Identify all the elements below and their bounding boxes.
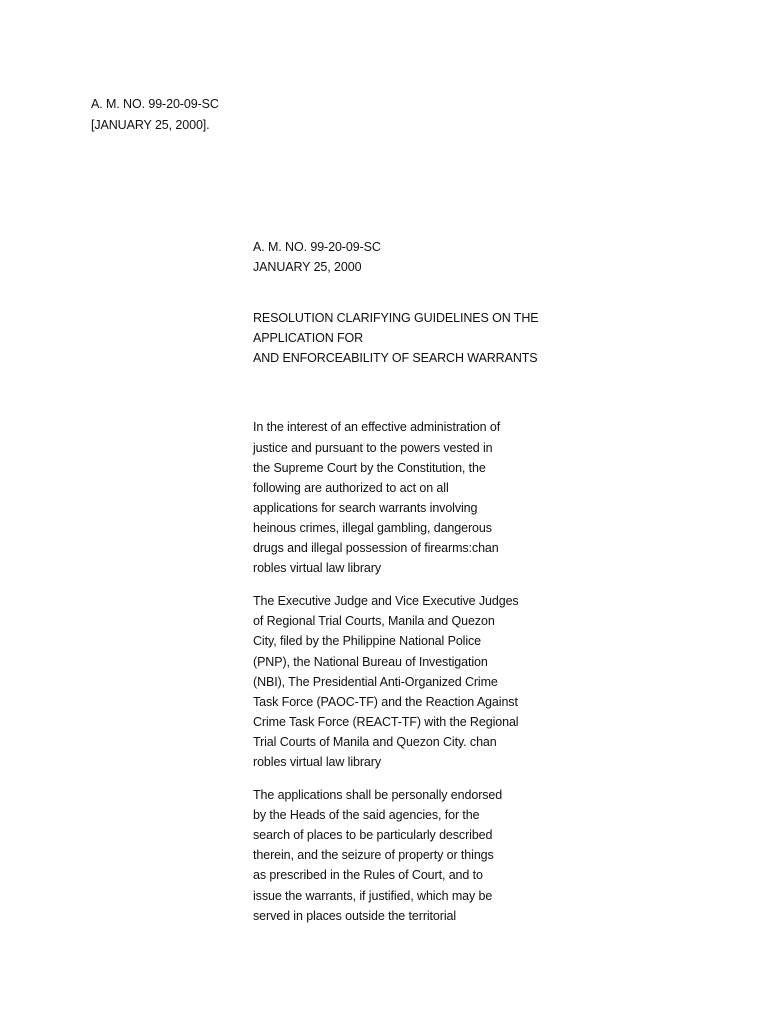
paragraph-line: issue the warrants, if justified, which may be — [253, 888, 493, 903]
paragraph-line: Task Force (PAOC-TF) and the Reaction Against — [253, 694, 518, 709]
paragraph-3 — [253, 785, 543, 926]
paragraph-line: Crime Task Force (REACT-TF) with the Regional — [253, 714, 519, 729]
paragraph-line: In the interest of an effective administration of — [253, 420, 501, 435]
paragraph-line: search of places to be particularly described — [253, 828, 493, 843]
resolution-title — [253, 308, 543, 368]
document-header — [91, 94, 219, 136]
paragraph-line: The applications shall be personally endorsed — [253, 788, 503, 803]
paragraph-line: following are authorized to act on all — [253, 480, 449, 495]
paragraph-line: heinous crimes, illegal gambling, dangerous — [253, 520, 492, 535]
title-line: RESOLUTION CLARIFYING GUIDELINES ON THE — [253, 311, 539, 326]
document-body — [253, 237, 543, 926]
paragraph-line: therein, and the seizure of property or things — [253, 848, 494, 863]
body-case-number: A. M. NO. 99-20-09-SC — [253, 240, 381, 254]
paragraph-line: justice and pursuant to the powers vested in — [253, 440, 493, 455]
body-date: JANUARY 25, 2000 — [253, 260, 362, 275]
paragraph-line: City, filed by the Philippine National Police — [253, 634, 482, 649]
paragraph-line: by the Heads of the said agencies, for the — [253, 808, 480, 823]
paragraph-line: robles virtual law library — [253, 754, 381, 769]
paragraph-line: drugs and illegal possession of firearms:chan — [253, 541, 499, 556]
paragraph-line: of Regional Trial Courts, Manila and Quezon — [253, 614, 495, 629]
paragraph-line: (PNP), the National Bureau of Investigation — [253, 654, 488, 669]
header-case-number: A. M. NO. 99-20-09-SC — [91, 97, 219, 111]
paragraph-1 — [253, 417, 543, 578]
body-header — [253, 237, 543, 277]
paragraph-line: applications for search warrants involving — [253, 500, 478, 515]
paragraph-2 — [253, 591, 543, 772]
paragraph-line: robles virtual law library — [253, 561, 381, 576]
paragraph-line: the Supreme Court by the Constitution, the — [253, 460, 486, 475]
paragraph-line: Trial Courts of Manila and Quezon City. chan — [253, 734, 497, 749]
paragraph-line: The Executive Judge and Vice Executive Judges — [253, 594, 519, 609]
title-line: AND ENFORCEABILITY OF SEARCH WARRANTS — [253, 351, 538, 366]
paragraph-line: (NBI), The Presidential Anti-Organized Crime — [253, 674, 498, 689]
paragraph-line: served in places outside the territorial — [253, 908, 457, 923]
paragraph-line: as prescribed in the Rules of Court, and to — [253, 868, 483, 883]
title-line: APPLICATION FOR — [253, 331, 364, 346]
header-date: [JANUARY 25, 2000]. — [91, 118, 210, 132]
